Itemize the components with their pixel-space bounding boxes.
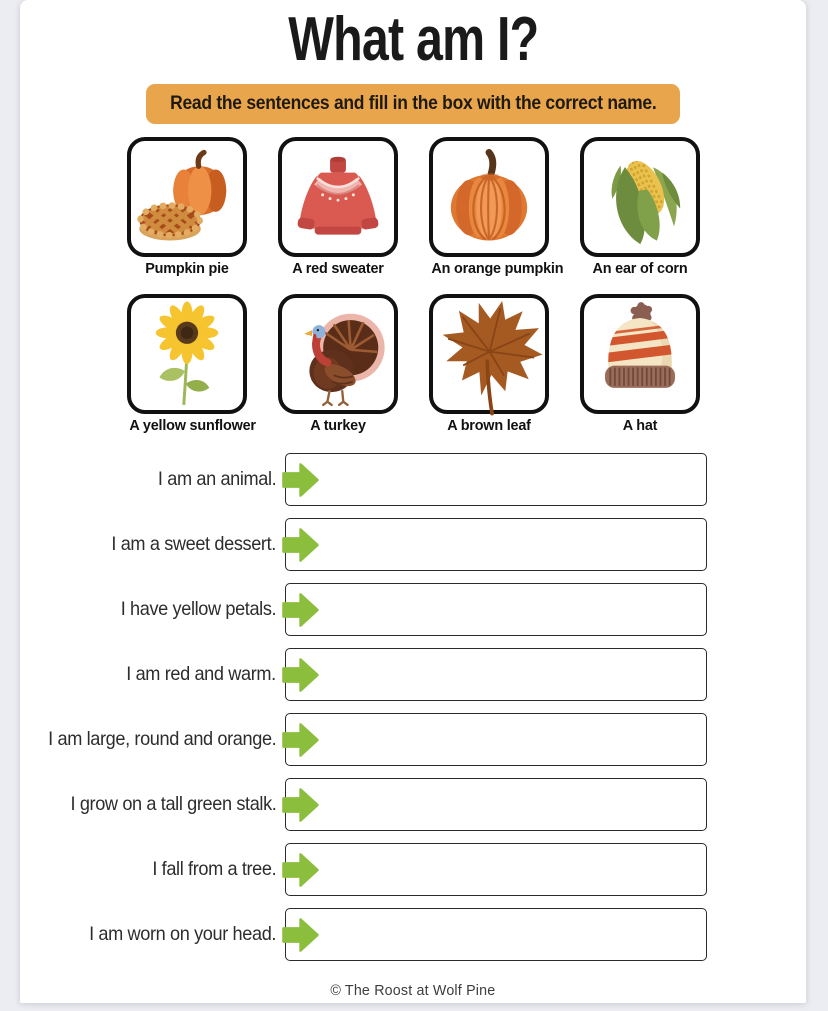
question-row: [20, 713, 806, 766]
answer-box[interactable]: [285, 778, 707, 831]
picture-card: [127, 294, 256, 435]
question-row: [20, 843, 806, 896]
card-frame: [580, 137, 700, 257]
answer-box[interactable]: [285, 843, 707, 896]
question-row: [20, 453, 806, 506]
card-frame: [278, 294, 398, 414]
picture-card: [580, 137, 700, 278]
card-frame: [127, 294, 247, 414]
green-arrow-icon: [281, 721, 320, 759]
sentence-prompt: I am an animal.: [157, 468, 276, 490]
card-frame: [429, 137, 549, 257]
answer-box[interactable]: [285, 453, 707, 506]
card-label: A brown leaf: [446, 417, 531, 434]
card-label: A turkey: [309, 417, 366, 434]
sunflower-icon: [134, 301, 240, 407]
card-label: An orange pumpkin: [430, 260, 563, 277]
hat-icon: [587, 301, 693, 407]
brown-leaf-icon: [427, 292, 551, 416]
answer-box[interactable]: [285, 648, 707, 701]
picture-card: [127, 137, 247, 278]
sentence-prompt: I fall from a tree.: [152, 858, 276, 880]
pumpkin-pie-icon: [134, 144, 240, 250]
card-label: A red sweater: [291, 260, 384, 277]
picture-card: [278, 137, 398, 278]
card-label: A hat: [622, 417, 657, 434]
question-row: [20, 518, 806, 571]
sentence-prompt: I am worn on your head.: [88, 923, 276, 945]
card-frame: [429, 294, 549, 414]
copyright-footer: © The Roost at Wolf Pine: [330, 982, 496, 999]
question-row: [20, 778, 806, 831]
sentence-prompt: I grow on a tall green stalk.: [70, 793, 276, 815]
green-arrow-icon: [281, 916, 320, 954]
turkey-icon: [285, 301, 391, 407]
question-row: [20, 908, 806, 961]
ear-of-corn-icon: [587, 144, 693, 250]
question-row: [20, 648, 806, 701]
sentence-prompt: I am large, round and orange.: [47, 728, 276, 750]
card-label: A yellow sunflower: [128, 417, 256, 434]
card-label: Pumpkin pie: [144, 260, 229, 277]
picture-card: [429, 294, 549, 435]
question-list: [20, 453, 806, 961]
page-title: What am I?: [287, 5, 539, 74]
sentence-prompt: I am red and warm.: [126, 663, 276, 685]
answer-box[interactable]: [285, 908, 707, 961]
green-arrow-icon: [281, 526, 320, 564]
green-arrow-icon: [281, 591, 320, 629]
card-frame: [580, 294, 700, 414]
picture-card: [278, 294, 398, 435]
answer-box[interactable]: [285, 518, 707, 571]
red-sweater-icon: [285, 144, 391, 250]
worksheet-page: [20, 0, 806, 1003]
sentence-prompt: I am a sweet dessert.: [111, 533, 276, 555]
green-arrow-icon: [281, 851, 320, 889]
green-arrow-icon: [281, 461, 320, 499]
picture-card-grid: [127, 137, 700, 435]
card-label: An ear of corn: [592, 260, 687, 277]
sentence-prompt: I have yellow petals.: [120, 598, 276, 620]
green-arrow-icon: [281, 786, 320, 824]
picture-card: [580, 294, 700, 435]
answer-box[interactable]: [285, 583, 707, 636]
orange-pumpkin-icon: [436, 144, 542, 250]
instruction-banner: Read the sentences and fill in the box with the correct name.: [146, 84, 680, 124]
answer-box[interactable]: [285, 713, 707, 766]
green-arrow-icon: [281, 656, 320, 694]
card-frame: [278, 137, 398, 257]
card-frame: [127, 137, 247, 257]
question-row: [20, 583, 806, 636]
picture-card: [429, 137, 563, 278]
